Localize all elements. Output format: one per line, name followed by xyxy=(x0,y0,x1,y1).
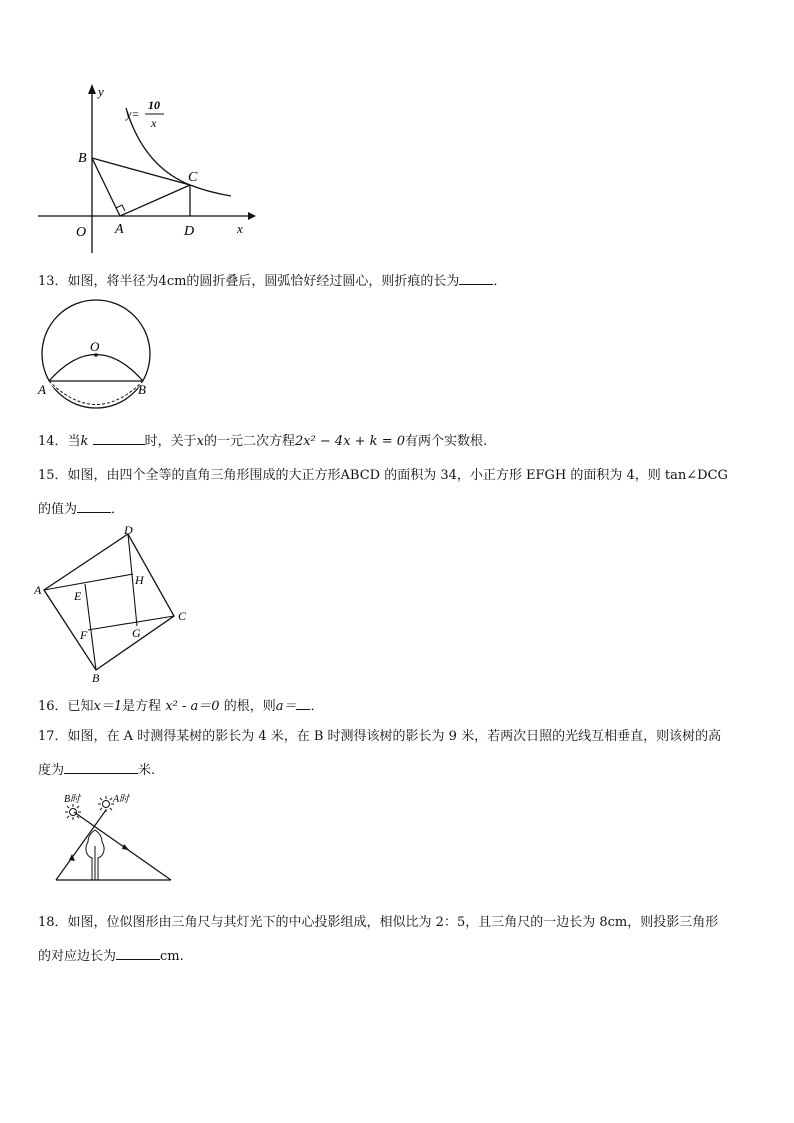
variable-k: k xyxy=(80,434,89,449)
point-label-B: B xyxy=(78,151,87,166)
question-16-end: ． xyxy=(310,699,324,714)
question-14-prefix: 14．当 xyxy=(38,434,81,449)
sun-A-icon xyxy=(98,796,114,812)
question-17-line2-prefix: 度为 xyxy=(38,763,65,778)
y-axis-arrow xyxy=(88,84,96,94)
point-label-A: A xyxy=(38,382,46,397)
question-18-text: 18．如图，位似图形由三角尺与其灯光下的中心投影组成，相似比为 2：5，且三角尺的一边长为 8cm，则投影三角形 xyxy=(38,915,719,930)
label-A-time: A时 xyxy=(113,794,130,805)
point-label-E: E xyxy=(74,589,82,603)
point-label-D: D xyxy=(124,524,133,537)
question-14-mid: 时，关于 xyxy=(144,434,197,449)
point-label-D: D xyxy=(184,224,195,239)
folded-circle-figure xyxy=(34,298,159,410)
question-15-text: 15．如图，由四个全等的直角三角形围成的大正方形ABCD 的面积为 34，小正方形 EFGH 的面积为 4，则 tan∠DCG xyxy=(38,468,728,483)
segment-AC xyxy=(120,185,190,216)
question-17-text: 17．如图，在 A 时测得某树的影长为 4 米，在 B 时测得该树的影长为 9 米，若两次日照的光线互相垂直，则该树的高 xyxy=(38,729,722,744)
question-16-answer-blank[interactable] xyxy=(296,695,310,710)
segment-BC xyxy=(92,158,190,185)
function-denominator: x xyxy=(151,116,157,130)
variable-x: x xyxy=(196,434,204,449)
question-13-text: 13．如图，将半径为4cm的圆折叠后，圆弧恰好经过圆心，则折痕的长为 xyxy=(38,274,460,289)
question-17-line2-suffix: 米. xyxy=(138,763,156,778)
folded-arc xyxy=(49,355,143,382)
point-label-F: F xyxy=(80,628,88,642)
point-label-B: B xyxy=(92,671,100,684)
tree-shadow-figure xyxy=(52,790,177,885)
segment-AH xyxy=(44,574,133,590)
question-15-line1 xyxy=(38,466,728,486)
ray-B xyxy=(74,812,171,880)
function-prefix: y= xyxy=(126,107,140,121)
question-16-mid2: 的根，则 xyxy=(223,699,276,714)
question-17-line1 xyxy=(38,727,721,747)
center-label-O: O xyxy=(90,339,100,354)
question-18-answer-blank[interactable] xyxy=(116,945,160,960)
question-18-line2 xyxy=(38,945,184,967)
question-16-mid: 是方程 xyxy=(122,699,162,714)
question-14-equation: 2x² − 4x + k = 0 xyxy=(294,434,405,449)
question-13-answer-blank[interactable] xyxy=(459,270,493,285)
segment-CF xyxy=(88,616,174,630)
ray-B-arrow xyxy=(122,844,129,850)
hyperbola-curve xyxy=(126,108,231,196)
x-axis-label: x xyxy=(237,221,243,236)
question-17-line2 xyxy=(38,759,155,781)
segment-BE xyxy=(85,584,96,670)
origin-label: O xyxy=(76,225,87,240)
label-B-time: B时 xyxy=(64,794,81,805)
point-label-A: A xyxy=(34,583,42,597)
outer-square-ABCD xyxy=(44,534,174,670)
question-15-line2 xyxy=(38,498,124,520)
point-label-C: C xyxy=(178,609,187,623)
question-14-answer-blank[interactable] xyxy=(93,430,145,445)
point-label-H: H xyxy=(135,573,144,587)
x-axis-arrow xyxy=(248,212,256,220)
point-label-G: G xyxy=(132,626,141,640)
tree-icon xyxy=(86,830,104,880)
question-18-line2-suffix: cm. xyxy=(160,949,184,964)
function-numerator: 10 xyxy=(148,98,160,112)
point-label-A: A xyxy=(115,222,124,237)
question-14 xyxy=(38,430,487,452)
question-15-answer-blank[interactable] xyxy=(77,498,111,513)
question-16-equation: x² - a＝0 xyxy=(165,699,220,714)
question-17-answer-blank[interactable] xyxy=(64,759,138,774)
question-13-end: ． xyxy=(493,274,507,289)
point-label-C: C xyxy=(188,170,198,185)
question-14-mid2: 的一元二次方程 xyxy=(203,434,295,449)
question-16-prefix: 16．已知 xyxy=(38,699,94,714)
sun-B-icon xyxy=(65,804,81,820)
question-13 xyxy=(38,270,506,292)
question-16 xyxy=(38,695,323,717)
question-16-variable: a＝ xyxy=(275,699,297,714)
hyperbola-figure xyxy=(30,78,265,263)
square-figure xyxy=(34,524,194,684)
y-axis-label: y xyxy=(98,84,104,99)
question-14-suffix: 有两个实数根. xyxy=(405,434,488,449)
circle-lower-dashed-arc xyxy=(49,381,143,404)
question-18-line1 xyxy=(38,913,718,933)
question-15-end: ． xyxy=(111,502,125,517)
point-label-B: B xyxy=(138,382,146,397)
segment-BA xyxy=(92,158,120,216)
question-18-line2-prefix: 的对应边长为 xyxy=(38,949,117,964)
question-16-condition: x＝1 xyxy=(93,699,123,714)
question-15-line2-prefix: 的值为 xyxy=(38,502,78,517)
